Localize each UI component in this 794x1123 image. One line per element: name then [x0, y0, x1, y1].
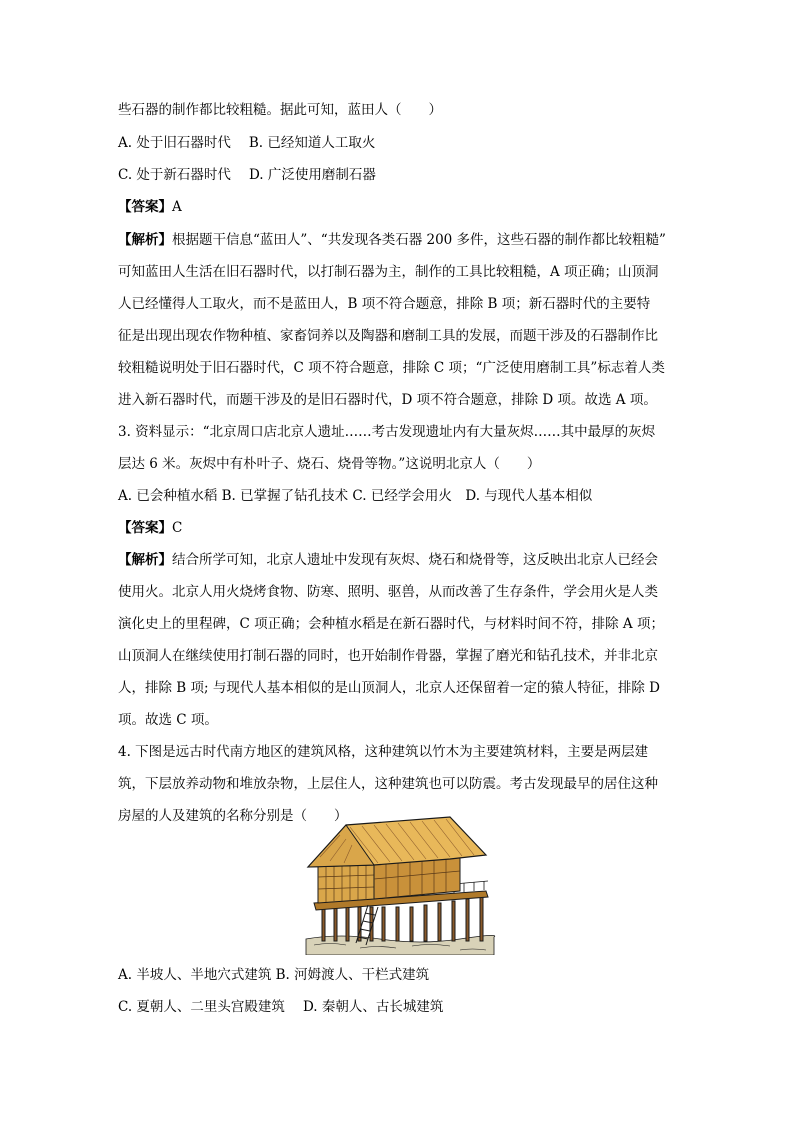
- analysis-tag: 【解析】: [118, 552, 172, 568]
- stilt-house-icon: [300, 815, 496, 955]
- option-line: [118, 165, 698, 185]
- analysis-line: 【解析】结合所学可知，北京人遗址中发现有灰烬、烧石和烧骨等，这反映出北京人已经会: [118, 552, 658, 568]
- option-line: [118, 133, 698, 153]
- text-line: 演化史上的里程碑，C 项正确；会种植水稻是在新石器时代，与材料时间不符，排除 A 项；: [118, 616, 664, 632]
- question-line: 3. 资料显示：“北京周口店北京人遗址……考古发现遗址内有大量灰烬……其中最厚的灰烬: [118, 424, 656, 440]
- text-line: 进入新石器时代，而题干涉及的是旧石器时代，D 项不符合题意，排除 D 项。故选 A 项。: [118, 392, 657, 408]
- answer-line: [118, 518, 698, 538]
- text-line: 些石器的制作都比较粗糙。据此可知，蓝田人（ ）: [118, 102, 442, 118]
- text-line: 可知蓝田人生活在旧石器时代，以打制石器为主，制作的工具比较粗糙，A 项正确；山顶洞: [118, 264, 659, 280]
- option-line: A. 已会种植水稻 B. 已掌握了钻孔技术 C. 已经学会用火 D. 与现代人基本相似: [118, 488, 593, 504]
- question-line: 层达 6 米。灰烬中有朴叶子、烧石、烧骨等物。”这说明北京人（ ）: [118, 456, 541, 472]
- option-line: [118, 997, 698, 1017]
- option-d: D. 广泛使用磨制石器: [248, 167, 376, 183]
- text-line: 山顶洞人在继续使用打制石器的同时，也开始制作骨器，掌握了磨光和钻孔技术，并非北京: [118, 648, 658, 664]
- text-line: 人已经懂得人工取火，而不是蓝田人，B 项不符合题意，排除 B 项；新石器时代的主要特: [118, 296, 651, 312]
- analysis-line: 【解析】根据题干信息“蓝田人”、“共发现各类石器 200 多件，这些石器的制作都比较粗糙”: [118, 232, 666, 248]
- question-line: 4. 下图是远古时代南方地区的建筑风格，这种建筑以竹木为主要建筑材料，主要是两层建: [118, 744, 649, 760]
- option-b: B. 已经知道人工取火: [248, 135, 376, 151]
- option-line: A. 半坡人、半地穴式建筑 B. 河姆渡人、干栏式建筑: [118, 967, 430, 983]
- question-line: 筑，下层放养动物和堆放杂物，上层住人，这种建筑也可以防震。考古发现最早的居住这种: [118, 776, 658, 792]
- text-line: 人，排除 B 项; 与现代人基本相似的是山顶洞人，北京人还保留着一定的猿人特征，排除 D: [118, 680, 660, 696]
- text-line: 项。故选 C 项。: [118, 712, 218, 728]
- option-d: D. 秦朝人、古长城建筑: [302, 999, 444, 1015]
- answer-tag: 【答案】: [118, 199, 172, 215]
- answer-value: A: [172, 199, 182, 215]
- stilt-house-illustration: [300, 815, 496, 955]
- option-a: A. 处于旧石器时代: [118, 135, 231, 151]
- text-line: 征是出现出现农作物种植、家畜饲养以及陶器和磨制工具的发展，而题干涉及的石器制作比: [118, 328, 658, 344]
- analysis-tag: 【解析】: [118, 232, 172, 248]
- question-line: 房屋的人及建筑的名称分别是（ ）: [118, 808, 348, 824]
- answer-tag: 【答案】: [118, 520, 172, 536]
- option-c: C. 夏朝人、二里头宫殿建筑: [118, 999, 285, 1015]
- answer-value: C: [172, 520, 183, 536]
- option-c: C. 处于新石器时代: [118, 167, 231, 183]
- answer-line: [118, 197, 698, 217]
- text-line: 使用火。北京人用火烧烤食物、防寒、照明、驱兽，从而改善了生存条件，学会用火是人类: [118, 584, 658, 600]
- text-line: 较粗糙说明处于旧石器时代，C 项不符合题意，排除 C 项；“广泛使用磨制工具”标志着人类: [118, 360, 665, 376]
